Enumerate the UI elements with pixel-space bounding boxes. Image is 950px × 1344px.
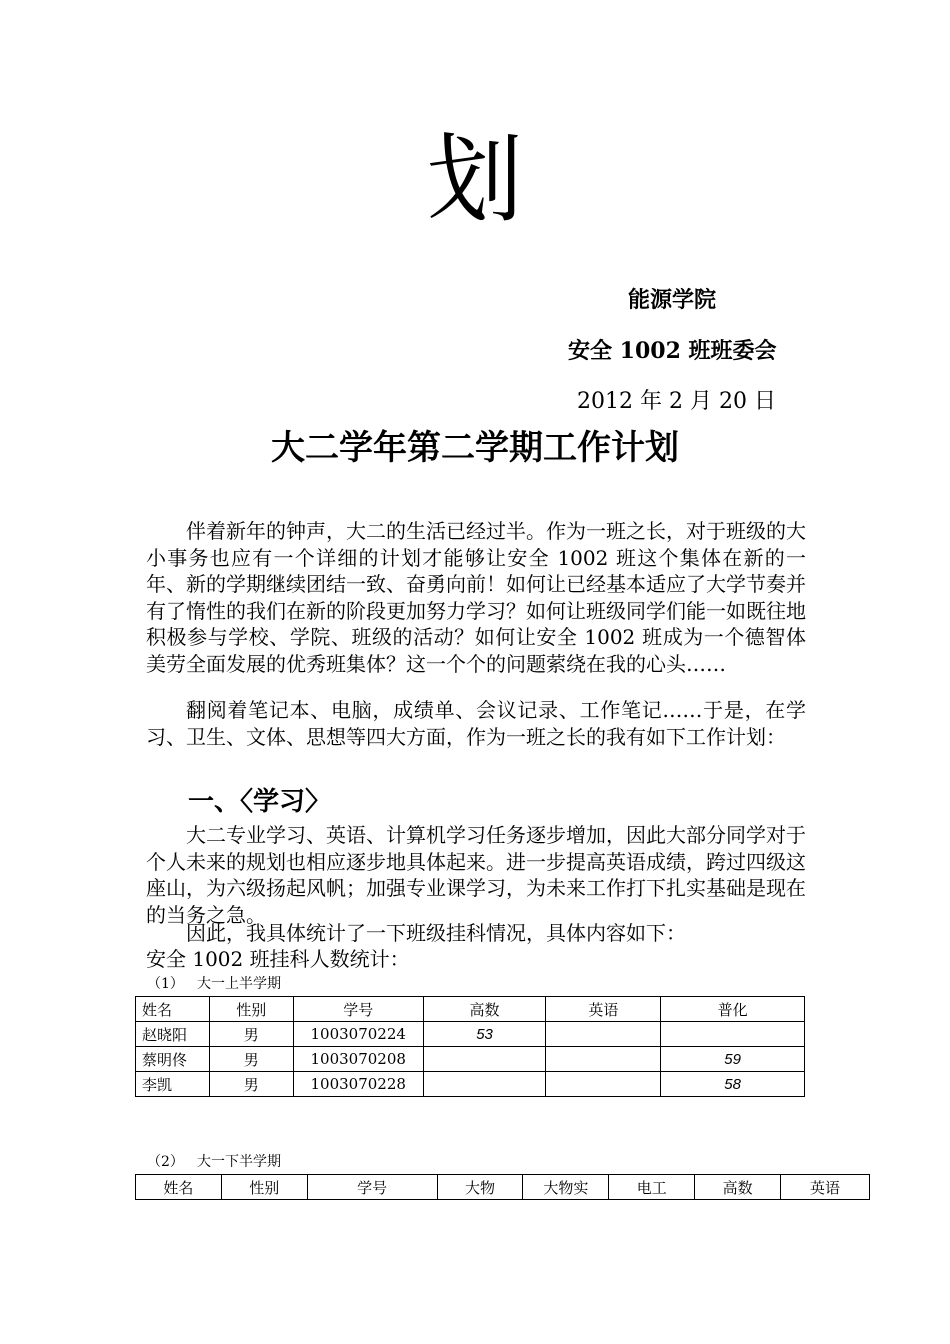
table-row — [136, 1022, 805, 1047]
header-cell: 高数 — [695, 1175, 781, 1200]
document-date: 2012 年 2 月 20 日 — [577, 389, 776, 414]
header-cell: 高数 — [423, 997, 546, 1022]
table-cell: 李凯 — [136, 1072, 210, 1097]
score-cell — [423, 1072, 546, 1097]
header-cell: 性别 — [221, 1175, 307, 1200]
failed-courses-table-2 — [135, 1174, 870, 1200]
table1-caption-number: （1） — [147, 976, 184, 992]
table-cell: 蔡明佟 — [136, 1047, 210, 1072]
page-title: 大二学年第二学期工作计划 — [271, 428, 679, 468]
study-paragraph-1: 大二专业学习、英语、计算机学习任务逐步增加，因此大部分同学对于个人未来的规划也相应逐步地具体起来。进一步提高英语成绩，跨过四级这座山，为六级扬起风帆；加强专业课学习，为未来工作打下扎实基础是现在的当务之急。 — [146, 823, 806, 927]
table2-caption — [147, 1153, 281, 1171]
table-cell: 1003070208 — [293, 1047, 423, 1072]
score-cell — [423, 1047, 546, 1072]
table-cell: 男 — [209, 1047, 293, 1072]
score-cell: 58 — [661, 1072, 805, 1097]
header-cell: 性别 — [209, 997, 293, 1022]
header-cell: 姓名 — [136, 997, 210, 1022]
table-header-row — [136, 1175, 870, 1200]
table1-caption-text: 大一上半学期 — [197, 976, 281, 992]
organization: 能源学院 — [628, 287, 717, 313]
header-cell: 学号 — [307, 1175, 437, 1200]
header-cell: 大物实 — [523, 1175, 609, 1200]
failed-courses-table-1 — [135, 996, 805, 1097]
section-heading-study: 一、〈学习〉 — [188, 787, 332, 817]
table-row — [136, 1072, 805, 1097]
table-header-row — [136, 997, 805, 1022]
table-cell: 男 — [209, 1072, 293, 1097]
table-cell: 1003070228 — [293, 1072, 423, 1097]
table-cell — [546, 1047, 661, 1072]
title-fragment: 划 — [427, 124, 523, 236]
study-paragraph-2: 因此，我具体统计了一下班级挂科情况，具体内容如下： — [186, 921, 686, 945]
table-cell — [546, 1022, 661, 1047]
header-cell: 姓名 — [136, 1175, 222, 1200]
score-cell: 53 — [423, 1022, 546, 1047]
table-cell: 男 — [209, 1022, 293, 1047]
score-cell — [661, 1022, 805, 1047]
header-cell: 英语 — [781, 1175, 870, 1200]
committee: 安全 1002 班班委会 — [568, 338, 777, 364]
table1-caption — [147, 975, 281, 993]
score-cell: 59 — [661, 1047, 805, 1072]
table2-caption-text: 大一下半学期 — [197, 1154, 281, 1170]
table-cell: 1003070224 — [293, 1022, 423, 1047]
stats-line: 安全 1002 班挂科人数统计： — [146, 947, 410, 971]
table-cell — [546, 1072, 661, 1097]
header-cell: 普化 — [661, 997, 805, 1022]
intro-paragraph-1: 伴着新年的钟声，大二的生活已经过半。作为一班之长，对于班级的大小事务也应有一个详细的计划才能够让安全 1002 班这个集体在新的一年、新的学期继续团结一致、奋勇向前！如何让已经基本适应了大学节奏并有了惰性的我们在新的阶段更加努力学习？如何让班级同学们能一如既往地积极参与学校、学院、班级的活动？如何让安全 1002 班成为一个德智体美劳全面发展的优秀班集体？这一个个的问题萦绕在我的心头…… — [146, 519, 806, 676]
header-cell: 学号 — [293, 997, 423, 1022]
header-cell: 英语 — [546, 997, 661, 1022]
header-cell: 大物 — [437, 1175, 523, 1200]
table-row — [136, 1047, 805, 1072]
table-cell: 赵晓阳 — [136, 1022, 210, 1047]
header-cell: 电工 — [609, 1175, 695, 1200]
intro-paragraph-2: 翻阅着笔记本、电脑，成绩单、会议记录、工作笔记……于是，在学习、卫生、文体、思想等四大方面，作为一班之长的我有如下工作计划： — [146, 698, 806, 749]
table2-caption-number: （2） — [147, 1154, 184, 1170]
